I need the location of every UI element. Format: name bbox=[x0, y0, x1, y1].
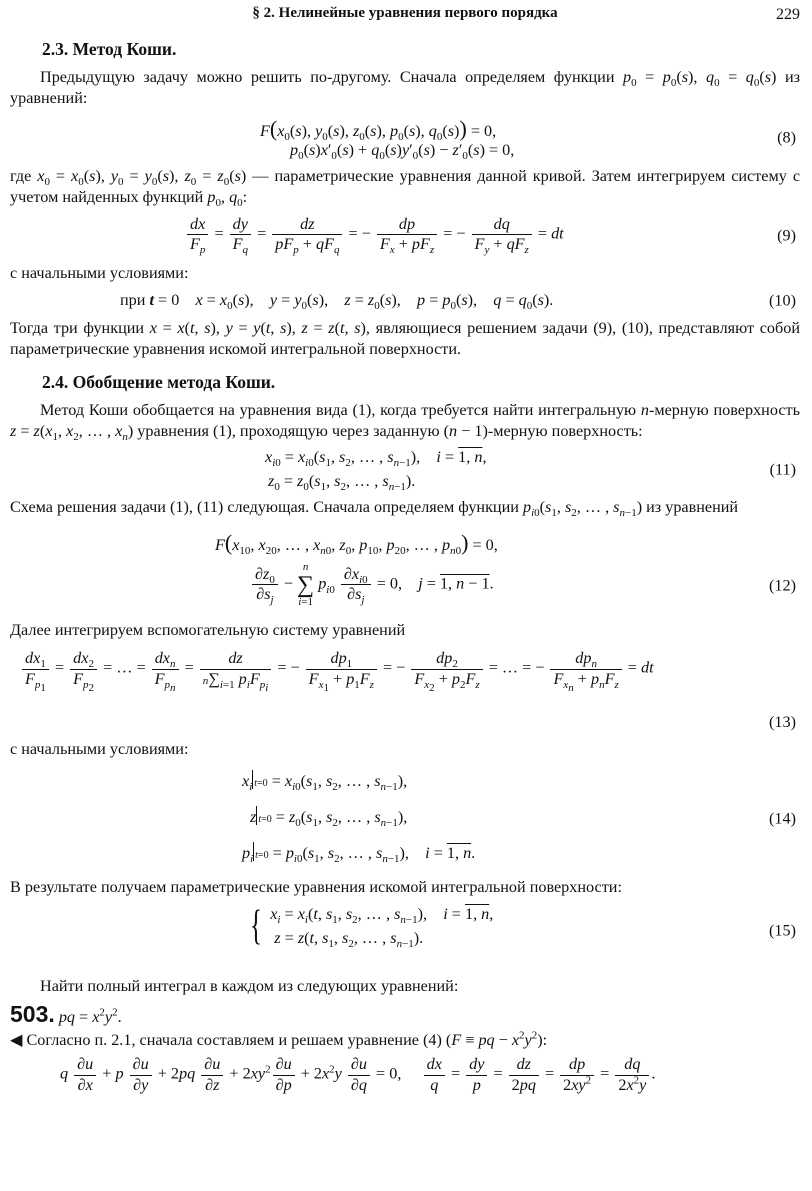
equation-12: $F(x_{10}$, $x_{20}$, … , $x_{n0}$, $z_0$, $p_{10}$, $p_{20}$, … , $p_{n0}) = 0$, $\frac{\partial z_0}{\partial s_j}$ − n ∑ i=1 $p_{i0}$ $\frac{\partial x_{i0}}{\partial s_j}$ = 0, j = 1, n − 1. (12) bbox=[215, 529, 796, 608]
equation-10: при t = 0 $x = x_0(s)$, $y = y_0(s)$, $z = z_0(s)$, $p = p_0(s)$, $q = q_0(s)$. (10) bbox=[120, 290, 796, 313]
paragraph: с начальными условиями: bbox=[10, 740, 189, 759]
equation-number: (8) bbox=[777, 128, 796, 147]
paragraph: Тогда три функции x = x(t, s), y = y(t, s), z = z(t, s), являющиеся решением задачи (9), (10), представляют собой параметрические уравнения искомой интегральной поверхности. bbox=[10, 318, 801, 359]
equation-solution: q $\frac{\partial u}{\partial x}$ + p $\frac{\partial u}{\partial y}$ + 2pq $\frac{\partial u}{\partial z}$ + $2xy^2$ $\frac{\partial u}{\partial p}$ + $2x^2y$ $\frac{\partial u}{\partial q}$ = 0, $\frac{dx}{q}$ = $\frac{dy}{p}$ = $\frac{dz}{2pq}$ = $\frac{dp}{2xy^2}$ = $\frac{dq}{2x^2y}$ . bbox=[60, 1055, 656, 1094]
equation-13: $\frac{dx_1}{F_{p_1}}$ = $\frac{dx_2}{F_{p_2}}$ = … = $\frac{dx_n}{F_{p_n}}$ = $\frac{dz}{n\sum_{i=1} p_iF_{p_i}}$ = − $\frac{dp_1}{F_{x_1} + p_1F_z}$ = − $\frac{dp_2}{F_{x_2} + p_2F_z}$ = … = − $\frac{dp_n}{F_{x_n} + p_nF_z}$ = dt (13) bbox=[10, 643, 800, 733]
paragraph: Далее интегрируем вспомогательную систему уравнений bbox=[10, 620, 406, 639]
paragraph: Предыдущую задачу можно решить по-другому. Сначала определяем функции $p_0 = p_0(s)$, $q_0 = q_0(s)$ из уравнений: bbox=[10, 68, 801, 108]
equation-14: $x_i$ $t=0 = x_{i0}(s_1$, $s_2$, … , $s_{n-1}$), $zt=0 = z_0(s_1$, $s_2$, … , $s_{n-1}$), $p_i$ $t=0 = p_{i0}(s_1$, $s_2$, … , $s_{n-1}$), i = 1, n. (14) bbox=[242, 771, 796, 865]
equation-15: { $x_i = x_i(t$, $s_1$, $s_2$, … , $s_{n-1}$), i = 1, n, z = z(t, $s_1$, $s_2$, … , $s_{n-1}$). (15) bbox=[250, 903, 796, 951]
problem-503: 503. pq = $x^2y^2$. bbox=[10, 1001, 122, 1028]
equation-number: (14) bbox=[769, 809, 796, 827]
equation-number: (10) bbox=[769, 291, 796, 310]
equation-number: (9) bbox=[777, 225, 796, 244]
paragraph: где $x_0 = x_0(s)$, $y_0 = y_0(s)$, $z_0 = z_0(s)$ — параметрические уравнения данной кривой. Затем интегрируем систему с учетом найденных функций $p_0$, $q_0$: bbox=[10, 166, 801, 210]
problems-intro: Найти полный интеграл в каждом из следующих уравнений: bbox=[40, 977, 459, 996]
equation-number: (12) bbox=[769, 576, 796, 595]
paragraph: с начальными условиями: bbox=[10, 263, 189, 282]
page-number: 229 bbox=[776, 6, 800, 23]
equation-8: $F(x_0(s)$, $y_0(s)$, $z_0(s)$, $p_0(s)$, $q_0(s)) = 0$, $p_0(s)x'_0(s) + q_0(s)y'_0(s) - z'_0(s) = 0$, (8) bbox=[260, 115, 796, 163]
content bbox=[10, 38, 800, 1103]
solution-triangle-icon: ◀ bbox=[10, 1030, 23, 1049]
section-heading-2-3: 2.3. Метод Коши. bbox=[42, 39, 177, 59]
equation-number: (13) bbox=[769, 712, 796, 731]
section-heading-2-4: 2.4. Обобщение метода Коши. bbox=[42, 371, 276, 392]
paragraph: В результате получаем параметрические уравнения искомой интегральной поверхности: bbox=[10, 877, 622, 896]
running-header bbox=[10, 4, 800, 26]
paragraph: Схема решения задачи (1), (11) следующая. Сначала определяем функции $p_{i0}(s_1$, $s_2$, … , $s_{n-1}$) из уравнений bbox=[10, 497, 739, 519]
equation-number: (15) bbox=[769, 921, 796, 940]
solution-503: ◀ Согласно п. 2.1, сначала составляем и решаем уравнение (4) (F ≡ pq − $x^2y^2$): bbox=[10, 1029, 548, 1049]
paragraph: Метод Коши обобщается на уравнения вида (1), когда требуется найти интегральную n-мерную поверхность $z = z(x_1$, $x_2$, … , $x_n$) уравнения (1), проходящую через заданную (n − 1)-мерную поверхность: bbox=[10, 400, 800, 444]
equation-11: $x_{i0} = x_{i0}(s_1$, $s_2$, … , $s_{n-1}$), i = 1, n, $z_0 = z_0(s_1$, $s_2$, … , $s_{n-1}$). (11) bbox=[265, 447, 796, 493]
equation-number: (11) bbox=[769, 459, 796, 478]
running-title: § 2. Нелинейные уравнения первого порядка bbox=[252, 5, 558, 21]
equation-9: $\frac{dx}{F_p}$ = $\frac{dy}{F_q}$ = $\frac{dz}{pF_p + qF_q}$ = − $\frac{dp}{F_x + pF_z}$ = − $\frac{dq}{F_y + qF_z}$ = dt (9) bbox=[10, 211, 800, 261]
